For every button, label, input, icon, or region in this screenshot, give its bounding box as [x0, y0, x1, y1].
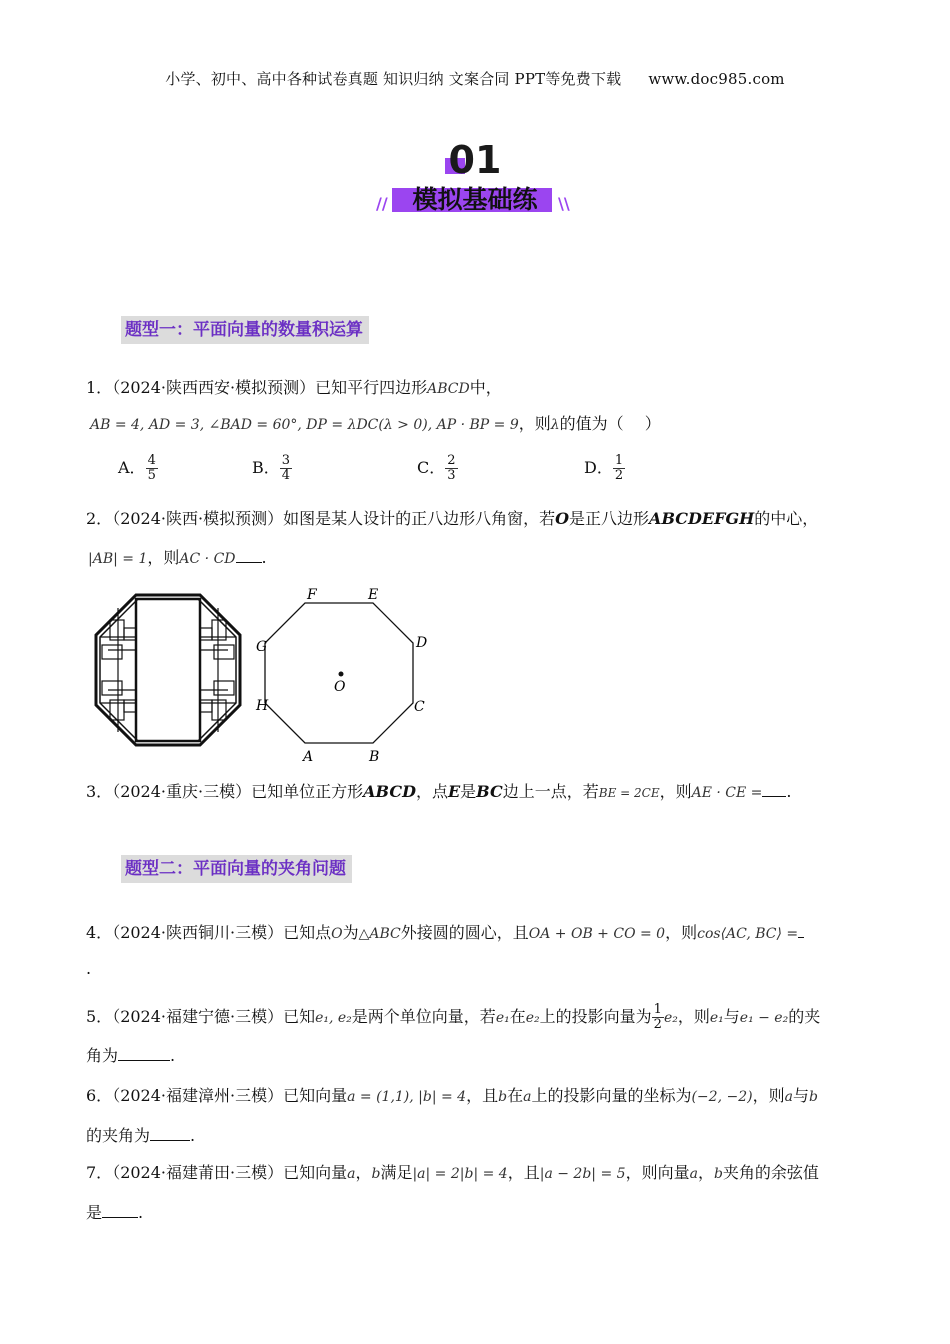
label-H: H [256, 698, 269, 714]
label-G: G [256, 639, 268, 655]
option-d[interactable]: D． $\frac{1}{2}$ [584, 453, 624, 483]
label-B: B [369, 749, 380, 765]
label-A: A [303, 749, 314, 765]
question-5-line-2: 角为 . [86, 1046, 176, 1065]
label-O: O [334, 679, 346, 695]
question-3-line-1: 3．（2024·重庆·三模）已知单位正方形ABCD，点E是BC边上一点，若BE = 2CE，则AE · CE = . [86, 782, 792, 801]
category-heading-1: 题型一：平面向量的数量积运算 [121, 316, 369, 344]
question-2-line-2: |AB| = 1，则AC · CD . [88, 548, 267, 567]
header-site: www.doc985.com [648, 70, 785, 88]
section-number: 01 [448, 138, 502, 182]
window-center-panel [136, 599, 200, 741]
right-slash-decoration: \\ [558, 194, 570, 213]
question-4-line-2: . [86, 959, 92, 978]
option-b[interactable]: B． $\frac{3}{4}$ [252, 453, 291, 483]
header-text: 小学、初中、高中各种试卷真题 知识归纳 文案合同 PPT等免费下载 [165, 70, 622, 88]
question-4-line-1: 4．（2024·陕西铜川·三模）已知点O为△ABC外接圆的圆心，且OA + OB + CO = 0，则cos⟨AC, BC⟩ = [86, 922, 804, 945]
question-5-line-1: 5．（2024·福建宁德·三模）已知e₁, e₂是两个单位向量，若e₁在e₂上的投影向量为 $\frac{1}{2}$ e₂，则e₁与e₁ − e₂的夹 [86, 1002, 821, 1032]
octagon-center-dot [339, 672, 344, 677]
option-a[interactable]: A． $\frac{4}{5}$ [118, 453, 156, 483]
question-6-line-1: 6．（2024·福建漳州·三模）已知向量a = (1,1), |b| = 4，且b在a上的投影向量的坐标为(−2, −2)，则a与b [86, 1086, 818, 1105]
question-7-line-2: 是 . [86, 1203, 144, 1222]
label-D: D [416, 635, 428, 651]
question-1-line-1: 1．（2024·陕西西安·模拟预测）已知平行四边形ABCD中， [86, 378, 502, 397]
window-figure [88, 590, 248, 750]
label-F: F [307, 587, 317, 603]
question-7-line-1: 7．（2024·福建莆田·三模）已知向量a，b满足|a| = 2|b| = 4，且|a − 2b| = 5，则向量a，b夹角的余弦值 [86, 1163, 819, 1182]
category-heading-2: 题型二：平面向量的夹角问题 [121, 855, 352, 883]
page-header [0, 68, 950, 89]
label-C: C [414, 699, 425, 715]
octagon-figure [250, 580, 440, 770]
section-title: 模拟基础练 [412, 185, 538, 214]
question-6-line-2: 的夹角为 . [86, 1126, 196, 1145]
label-E: E [368, 587, 379, 603]
question-1-line-2: AB = 4, AD = 3, ∠BAD = 60°, DP = λDC(λ > 0), AP · BP = 9，则λ的值为（ ） [90, 414, 661, 433]
option-c[interactable]: C． $\frac{2}{3}$ [417, 453, 456, 483]
left-slash-decoration: // [376, 194, 388, 213]
question-2-line-1: 2．（2024·陕西·模拟预测）如图是某人设计的正八边形八角窗，若O是正八边形ABCDEFGH的中心， [86, 509, 819, 528]
